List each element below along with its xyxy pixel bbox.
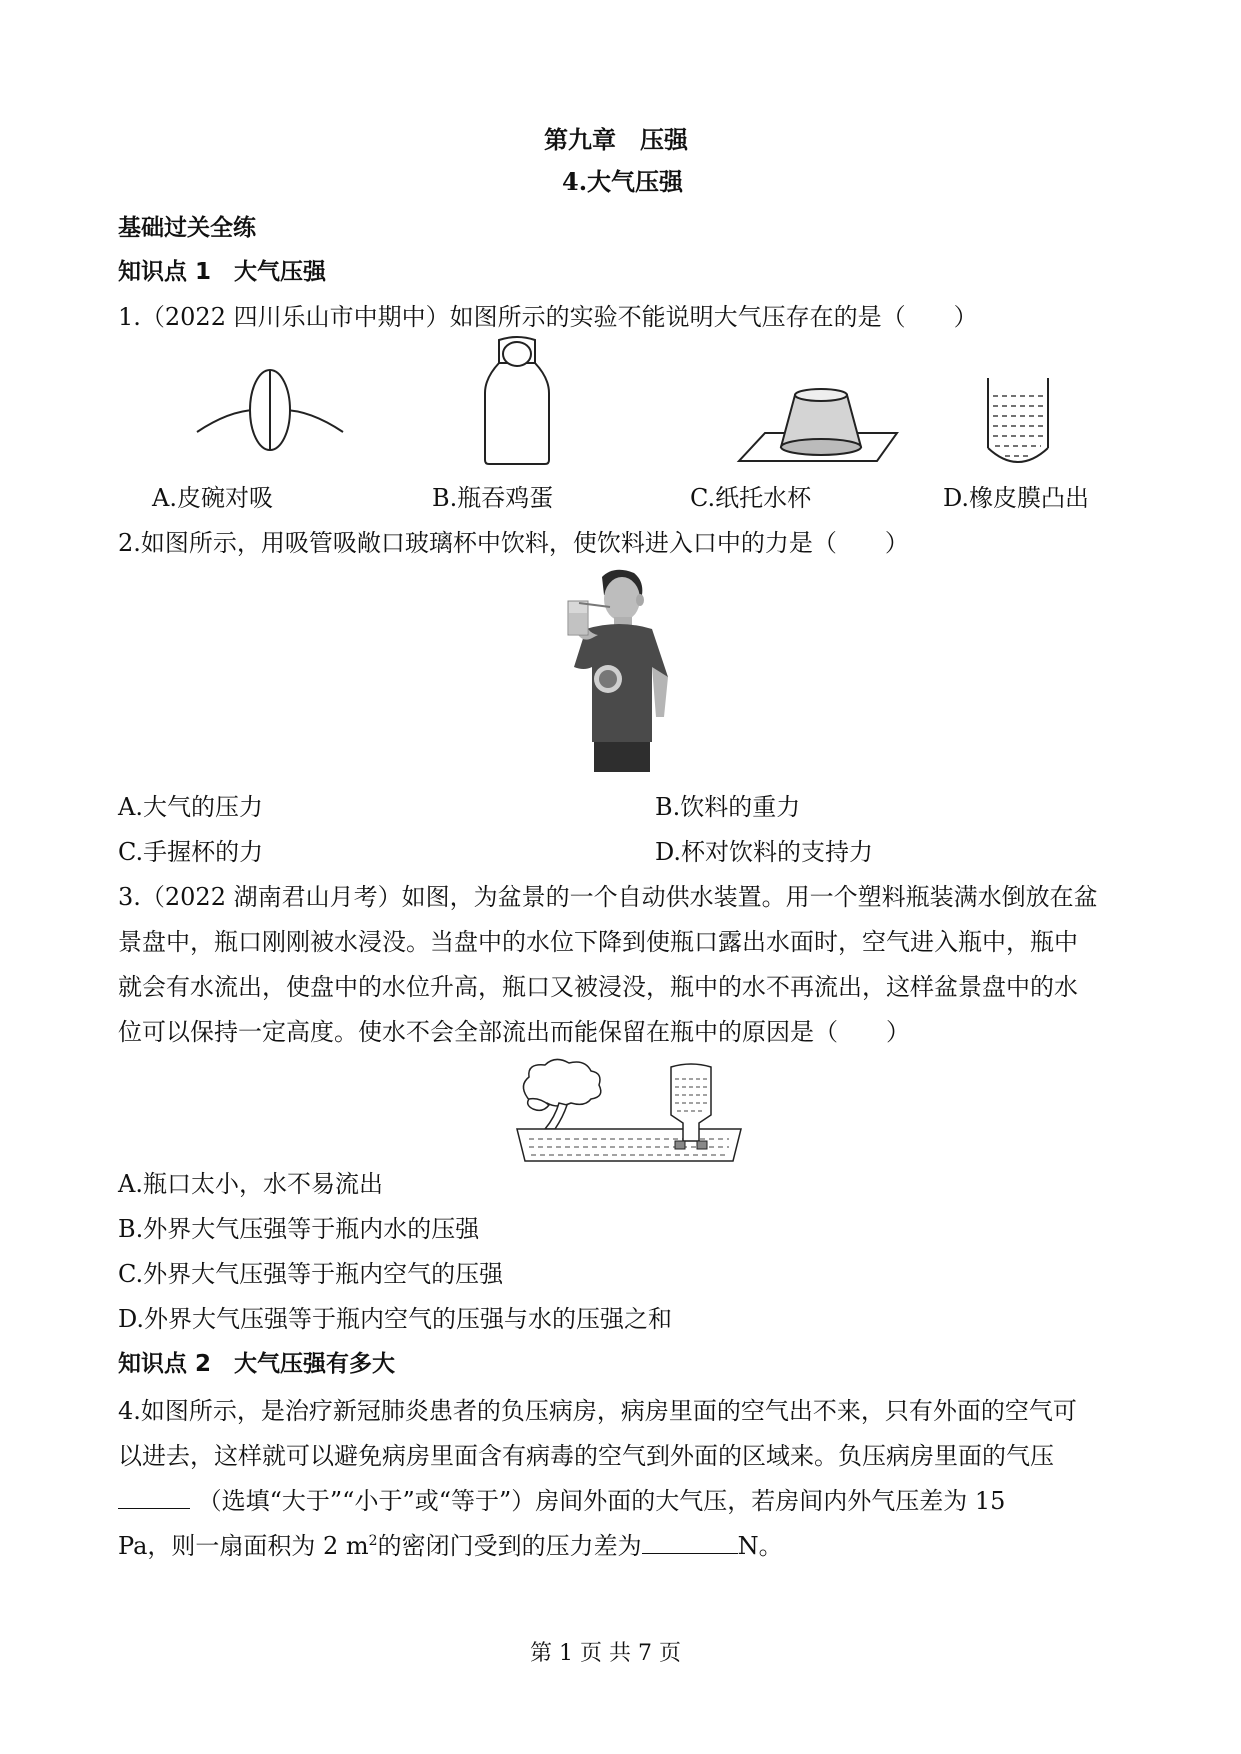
q3-line-4: 位可以保持一定高度。使水不会全部流出而能保留在瓶中的原因是（ ） xyxy=(118,1018,910,1046)
q3-line-3: 就会有水流出，使盘中的水位升高，瓶口又被浸没，瓶中的水不再流出，这样盆景盘中的水 xyxy=(118,973,1078,1001)
q4-line-4-start: Pa，则一扇面积为 2 m xyxy=(118,1532,369,1560)
q4-line-3-text: （选填“大于”“小于”或“等于”）房间外面的大气压，若房间内外气压差为 15 xyxy=(197,1487,1006,1515)
q3-option-a: A.瓶口太小，水不易流出 xyxy=(118,1170,383,1198)
q4-line-3 xyxy=(118,1481,1005,1516)
q3-line-1: 3.（2022 湖南君山月考）如图，为盆景的一个自动供水装置。用一个塑料瓶装满水倒放在盆 xyxy=(118,883,1098,911)
q2-option-d: D.杯对饮料的支持力 xyxy=(655,838,874,866)
q1-option-d: D.橡皮膜凸出 xyxy=(943,484,1090,512)
q3-line-2: 景盘中，瓶口刚刚被水浸没。当盘中的水位下降到使瓶口露出水面时，空气进入瓶中，瓶中 xyxy=(118,928,1078,956)
figure-paper-cup xyxy=(737,385,907,465)
chapter-title: 第九章 压强 xyxy=(544,125,688,154)
q1-stem: 1.（2022 四川乐山市中期中）如图所示的实验不能说明大气压存在的是（ ） xyxy=(118,303,978,331)
answer-blank-1[interactable] xyxy=(118,1486,190,1509)
figure-bottle-egg xyxy=(477,338,557,468)
figure-rubber-membrane xyxy=(983,376,1053,476)
section-title: 4.大气压强 xyxy=(562,167,684,196)
q2-option-c: C.手握杯的力 xyxy=(118,838,264,866)
q1-option-a: A.皮碗对吸 xyxy=(152,484,273,512)
figure-bonsai-water-device xyxy=(515,1057,745,1167)
q3-option-d: D.外界大气压强等于瓶内空气的压强与水的压强之和 xyxy=(118,1305,673,1333)
knowledge-point-1: 知识点 1 大气压强 xyxy=(118,259,327,285)
answer-blank-2[interactable] xyxy=(642,1531,738,1554)
q2-option-a: A.大气的压力 xyxy=(118,793,263,821)
q2-option-b: B.饮料的重力 xyxy=(655,793,801,821)
knowledge-point-2: 知识点 2 大气压强有多大 xyxy=(118,1351,396,1377)
page-footer: 第 1 页 共 7 页 xyxy=(530,1641,681,1666)
q1-option-b: B.瓶吞鸡蛋 xyxy=(432,484,554,512)
q1-option-c: C.纸托水杯 xyxy=(690,484,812,512)
q4-line-4-end: N。 xyxy=(737,1532,783,1560)
q3-option-b: B.外界大气压强等于瓶内水的压强 xyxy=(118,1215,480,1243)
figure-boy-drinking-photo xyxy=(564,567,674,772)
q4-line-4 xyxy=(118,1526,783,1561)
q3-option-c: C.外界大气压强等于瓶内空气的压强 xyxy=(118,1260,504,1288)
practice-heading: 基础过关全练 xyxy=(118,215,256,241)
q4-line-2: 以进去，这样就可以避免病房里面含有病毒的空气到外面的区域来。负压病房里面的气压 xyxy=(118,1442,1054,1470)
q4-line-1: 4.如图所示，是治疗新冠肺炎患者的负压病房，病房里面的空气出不来，只有外面的空气可 xyxy=(118,1397,1077,1425)
superscript-two: 2 xyxy=(368,1533,378,1549)
q4-line-4-middle: 的密闭门受到的压力差为 xyxy=(377,1532,642,1560)
q2-stem: 2.如图所示，用吸管吸敞口玻璃杯中饮料，使饮料进入口中的力是（ ） xyxy=(118,529,909,557)
figure-leather-bowls xyxy=(195,360,345,470)
